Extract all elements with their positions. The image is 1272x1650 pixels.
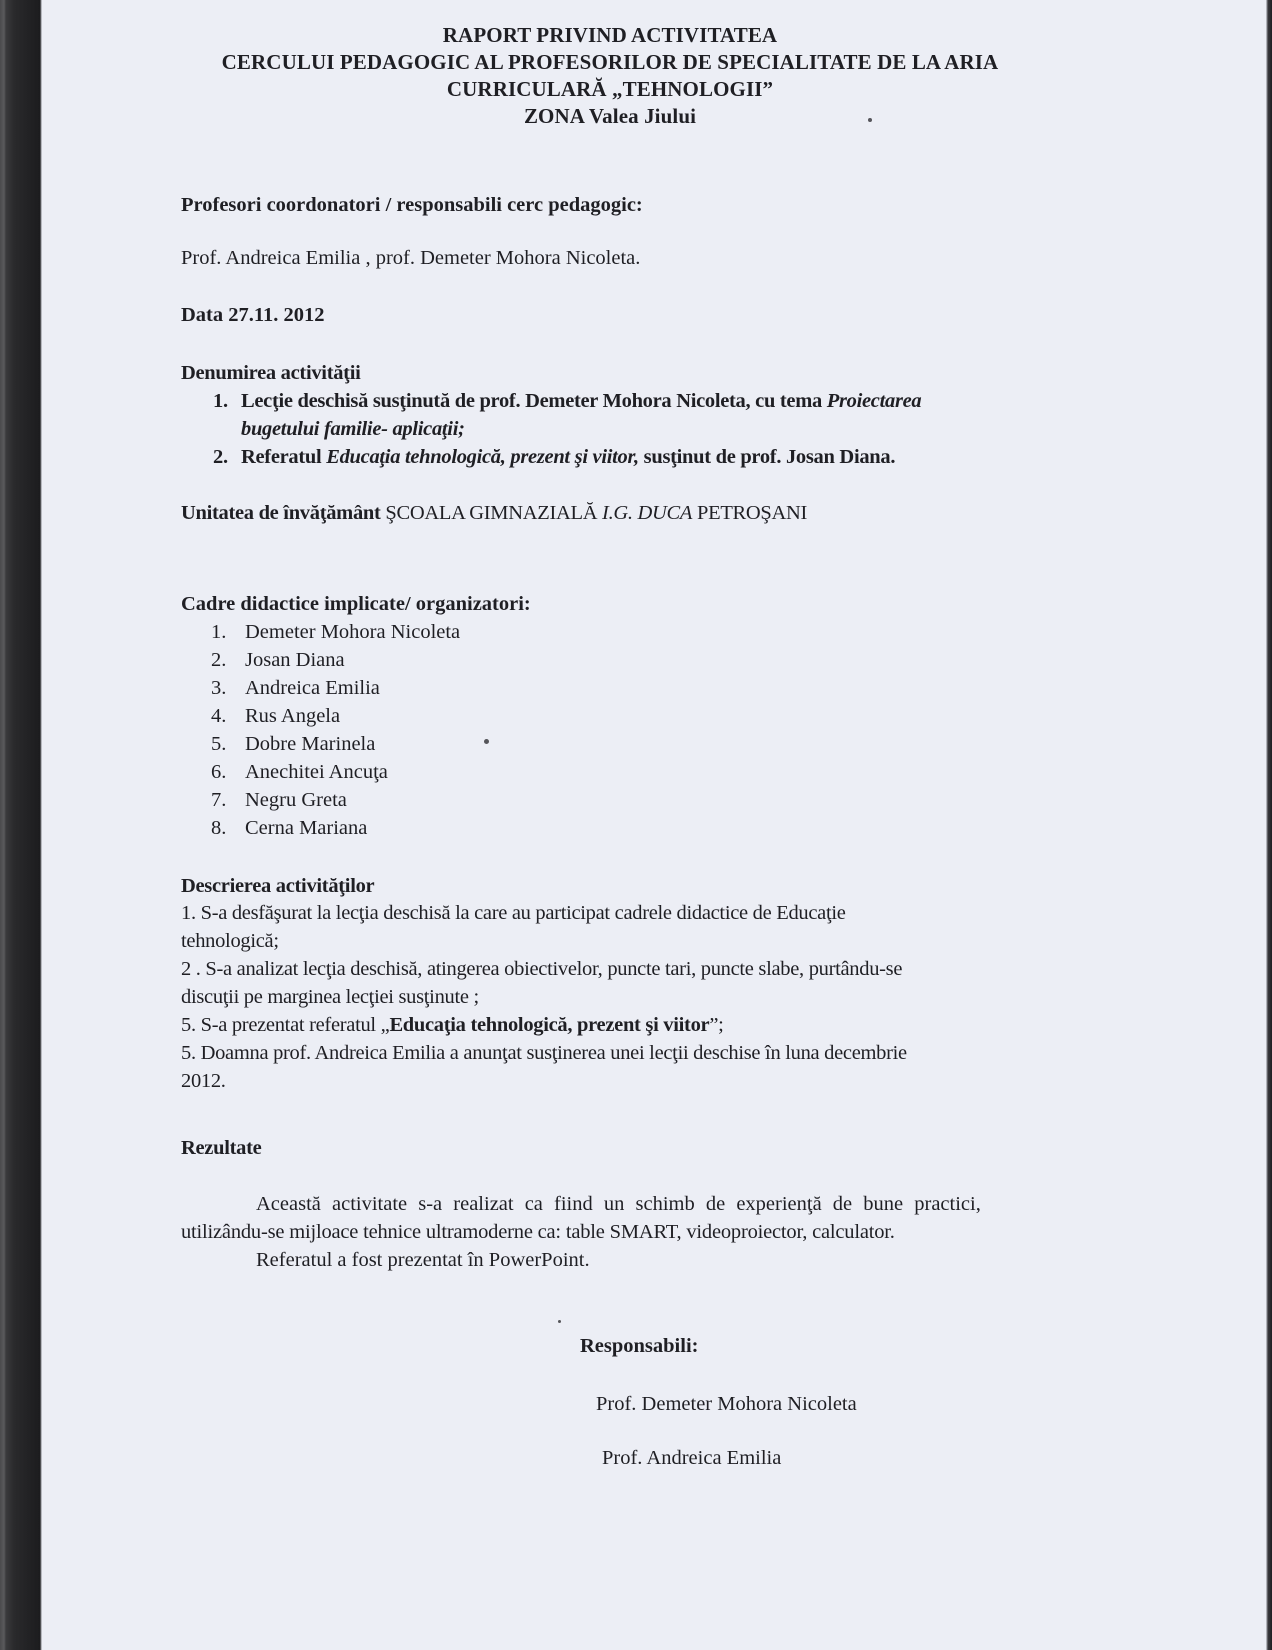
scan-speck [558,1320,561,1323]
title-line-4: ZONA Valea Jiului [523,104,697,128]
teacher-name: Cerna Mariana [245,817,368,839]
list-number: 5. [211,733,227,755]
description-line-6: 5. Doamna prof. Andreica Emilia a anunţat susţinerea unei lecţii deschise în luna decembrie [181,1042,907,1064]
results-line-1: Această activitate s-a realizat ca fiind un schimb de experienţă de bune practici, [256,1193,981,1215]
activity-item-1 [213,390,921,413]
school-name: ŞCOALA GIMNAZIALĂ [385,502,603,524]
activity-item-text: Referatul [241,446,327,468]
list-number: 1. [211,621,227,643]
teacher-name: Dobre Marinela [245,733,376,755]
description-line-5 [181,1014,724,1037]
list-item [211,705,340,728]
title-line-2: CERCULUI PEDAGOGIC AL PROFESORILOR DE SPECIALITATE DE LA ARIA [221,50,999,74]
list-item [211,621,460,644]
teacher-name: Demeter Mohora Nicoleta [245,621,461,643]
description-line-4: discuţii pe marginea lecţiei susţinute ; [181,986,479,1008]
activity-item-presenter: susţinut de prof. Josan Diana. [638,446,896,468]
list-number: 8. [211,817,227,839]
responsible-name-1: Prof. Demeter Mohora Nicoleta [596,1393,857,1415]
school-city: PETROŞANI [692,502,808,524]
scan-right-border [1266,0,1272,1650]
results-line-3: Referatul a fost prezentat în PowerPoint. [256,1249,590,1271]
school-name-italic: I.G. DUCA [602,502,693,524]
results-line-2: utilizându-se mijloace tehnice ultramoderne ca: table SMART, videoproiector, calculator. [181,1221,895,1243]
list-number: 4. [211,705,227,727]
list-item [211,649,345,672]
activity-name-label: Denumirea activităţii [181,362,361,384]
teachers-label: Cadre didactice implicate/ organizatori: [181,593,531,615]
description-line-3: 2 . S-a analizat lecţia deschisă, atingerea obiectivelor, puncte tari, puncte slabe, purtându-se [181,958,903,980]
responsible-name-2: Prof. Andreica Emilia [602,1447,782,1469]
activity-item-number: 1. [213,390,228,412]
teacher-name: Anechitei Ancuţa [245,761,388,783]
description-line-7: 2012. [181,1070,226,1092]
teacher-name: Rus Angela [245,705,341,727]
school-label: Unitatea de învăţământ [181,502,386,524]
coordinators-names: Prof. Andreica Emilia , prof. Demeter Mohora Nicoleta. [181,247,641,269]
description-text: 5. S-a prezentat referatul „ [181,1014,390,1036]
activity-item-1-continuation: bugetului familie- aplicaţii; [241,418,465,440]
description-text: ”; [709,1014,724,1036]
activity-item-number: 2. [213,446,228,468]
list-item [211,789,347,812]
list-number: 7. [211,789,227,811]
scan-left-border [0,0,42,1650]
activity-item-paper-title: Educaţia tehnologică, prezent şi viitor, [326,446,639,468]
list-item [211,817,367,840]
list-item [211,677,380,700]
results-label: Rezultate [181,1137,262,1159]
description-label: Descrierea activităţilor [181,875,375,897]
title-line-1: RAPORT PRIVIND ACTIVITATEA [442,23,778,47]
responsible-label: Responsabili: [580,1335,699,1357]
list-number: 2. [211,649,227,671]
description-line-2: tehnologică; [181,930,279,952]
activity-item-theme: Proiectarea [826,390,922,412]
list-item [211,733,375,756]
title-line-3: CURRICULARĂ „TEHNOLOGII” [446,77,774,101]
report-date: Data 27.11. 2012 [181,304,325,326]
teacher-name: Negru Greta [245,789,347,811]
description-paper-title: Educaţia tehnologică, prezent şi viitor [389,1014,710,1036]
teacher-name: Josan Diana [245,649,345,671]
report-title [130,22,1090,130]
list-number: 3. [211,677,227,699]
list-item [211,761,388,784]
activity-item-2 [213,446,895,469]
coordinators-label: Profesori coordonatori / responsabili cerc pedagogic: [181,194,643,216]
teacher-name: Andreica Emilia [245,677,380,699]
scan-speck [868,118,872,122]
list-number: 6. [211,761,227,783]
school-line [181,502,807,525]
description-line-1: 1. S-a desfăşurat la lecţia deschisă la care au participat cadrele didactice de Educaţie [181,902,846,924]
activity-item-text: Lecţie deschisă susţinută de prof. Demeter Mohora Nicoleta, cu tema [241,390,827,412]
scan-speck [484,739,489,744]
